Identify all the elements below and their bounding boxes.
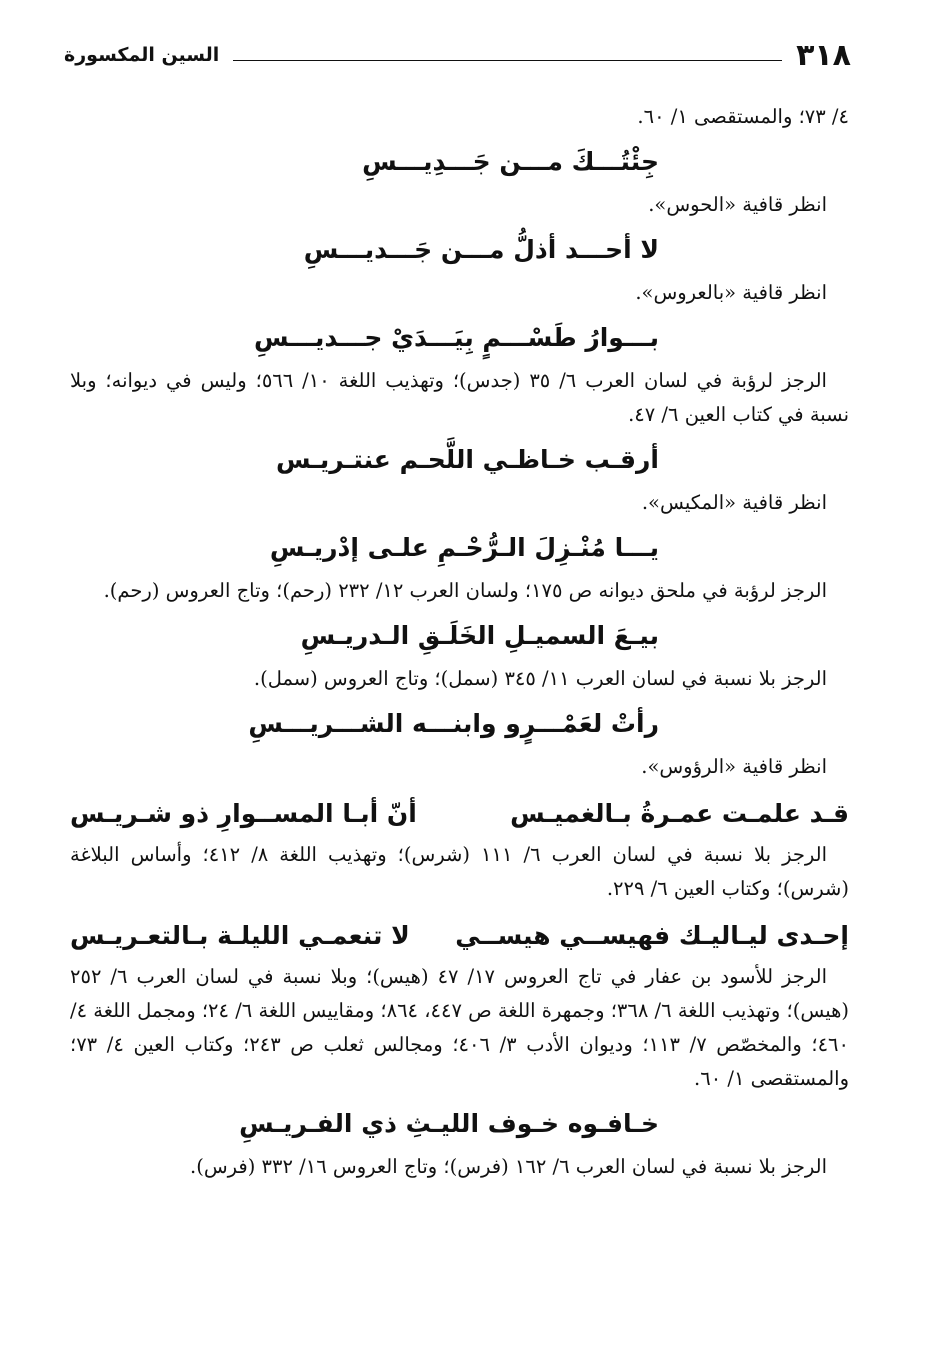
citation-note: الرجز بلا نسبة في لسان العرب ١١/ ٣٤٥ (سمل)؛ وتاج العروس (سمل). [253,667,827,690]
citation-note: الرجز بلا نسبة في لسان العرب ٦/ ١١١ (شرس)؛ وتهذيب اللغة ٨/ ٤١٢؛ وأساس البلاغة (شرس)؛ وكتاب العين ٦/ ٢٢٩. [70,843,849,900]
page-number: ٣١٨ [796,37,851,73]
cross-reference: انظر قافية «الرؤوس». [641,755,827,778]
second-hemistich: لا تنعمـي الليلـة بـالتعـريـس [70,921,410,950]
footnote-text: ٤/ ٧٣؛ والمستقصى ١/ ٦٠. [637,105,849,128]
first-hemistich: إحـدى ليـاليـك فهيســي هيســي [455,921,849,950]
first-hemistich: قـد علمـت عمـرةُ بـالغميـس [510,799,849,828]
verse-couplet [70,794,849,834]
citation-note: الرجز لرؤبة في لسان العرب ٦/ ٣٥ (جدس)؛ وتهذيب اللغة ١٠/ ٥٦٦؛ وليس في ديوانه؛ وبلا نسبة في كتاب العين ٦/ ٤٧. [70,369,849,426]
verse-line: خـافـوه خـوف الليـثِ ذي الفـريـسِ [239,1109,659,1138]
verse-couplet [70,916,849,956]
cross-reference: انظر قافية «بالعروس». [635,281,827,304]
page-content [70,100,849,1184]
page-header [64,38,851,72]
verse-line: يـــا مُنْـزِلَ الـرُّحْـمِ علـى إدْريـسِ [269,533,659,562]
verse-line: بيـعَ السميـلِ الخَلَـقِ الـدريـسِ [300,621,659,650]
citation-note: الرجز للأسود بن عفار في تاج العروس ١٧/ ٤٧ (هيس)؛ وبلا نسبة في لسان العرب ٦/ ٢٥٢ (هيس)؛ وتهذيب اللغة ٦/ ٣٦٨؛ وجمهرة اللغة ص ٤٤٧، ٨٦٤؛ ومقاييس اللغة ٦/ ٢٤؛ ومجمل اللغة ٤/ ٤٦٠؛ والمخصّص ٧/ ١١٣؛ وديوان الأدب ٣/ ٤٠٦؛ ومجالس ثعلب ص ٢٤٣؛ وكتاب العين ٤/ ٧٣؛ والمستقصى ١/ ٦٠. [70,965,849,1090]
second-hemistich: أنّ أبـا المســوارِ ذو شـريـس [70,799,417,828]
cross-reference: انظر قافية «الحوس». [648,193,827,216]
verse-line: بـــوارُ طَسْـــمٍ بِيَـــدَيْ جـــديـــسِ [253,323,659,352]
header-rule [233,60,782,61]
cross-reference: انظر قافية «المكيس». [641,491,827,514]
citation-note: الرجز لرؤبة في ملحق ديوانه ص ١٧٥؛ ولسان العرب ١٢/ ٢٣٢ (رحم)؛ وتاج العروس (رحم). [103,579,827,602]
verse-line: أرقـب خـاظـي اللَّحـم عنتـريـس [276,445,659,474]
running-title: السين المكسورة [64,44,220,66]
verse-line: لا أحـــد أذلُّ مـــن جَـــديـــسِ [303,235,659,264]
verse-line: رأتْ لعَمْـــرٍو وابنـــه الشـــريـــسِ [248,709,659,738]
verse-line: جِئْتُـــكَ مـــن جَـــدِيـــسِ [362,147,659,176]
citation-note: الرجز بلا نسبة في لسان العرب ٦/ ١٦٢ (فرس)؛ وتاج العروس ١٦/ ٣٣٢ (فرس). [190,1155,827,1178]
